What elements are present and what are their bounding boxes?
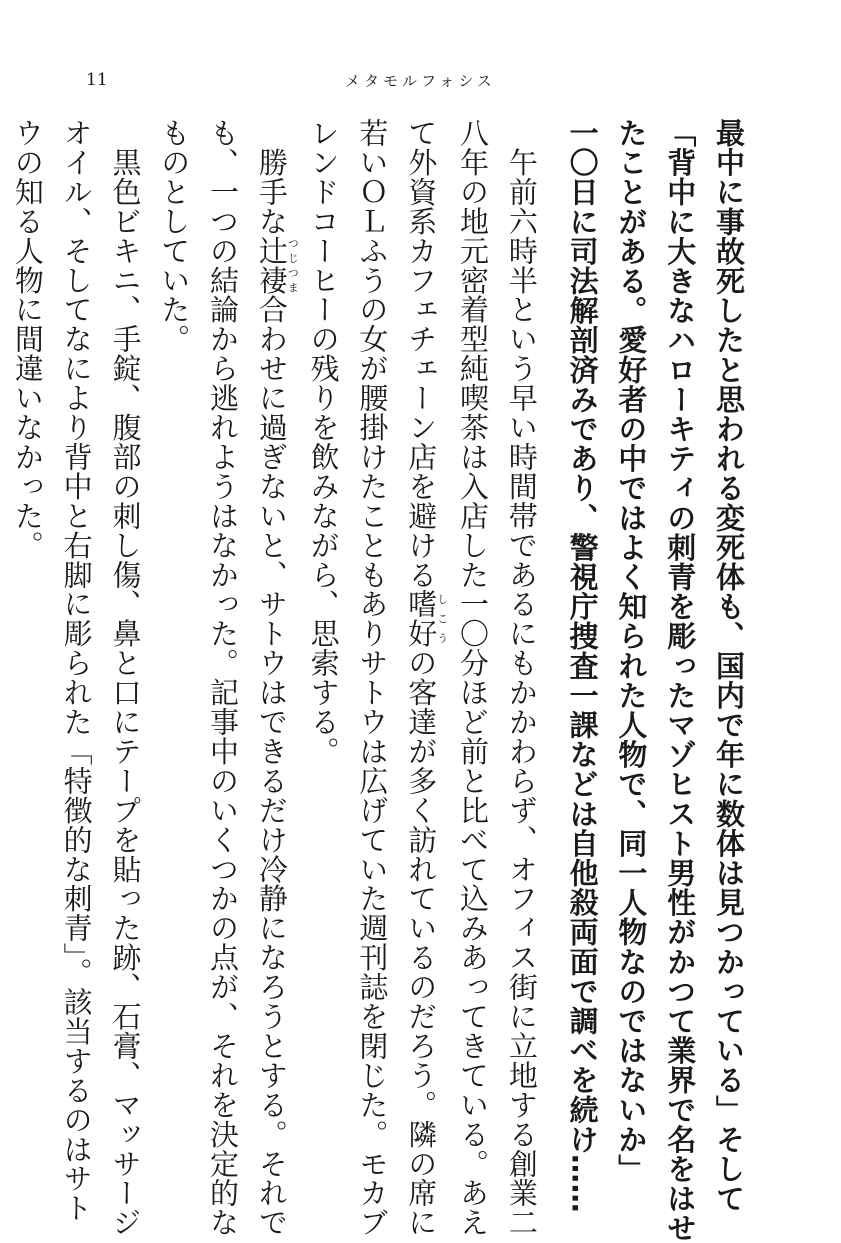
text-line: オイル、そしてなにより背中と右脚に彫られた「特徴的な刺青」。該当するのはサト (59, 118, 94, 1223)
text-line: 最中に事故死したと思われる変死体も、国内で年に数体は見つかっている」そして (712, 118, 746, 1214)
text-line: ウの知る人物に間違いなかった。 (10, 118, 45, 560)
text-line: も、一つの結論から逃れようはなかった。記事中のいくつかの点が、それを決定的な (206, 118, 241, 1238)
text-line: ものとしていた。 (157, 118, 192, 354)
quoted-article-excerpt (558, 118, 753, 1243)
text-line: 八年の地元密着型純喫茶は入店した一〇分ほど前と比べて込みあってきている。あえ (456, 118, 491, 1238)
text-line: 午前六時半という早い時間帯であるにもかかわらず、オフィス街に立地する創業二 (504, 147, 539, 1238)
text-line: たことがある。愛好者の中ではよく知られた人物で、同一人物なのではないか」 (614, 118, 649, 1184)
text-line: 黒色ビキニ、手錠、腹部の刺し傷、鼻と口にテープを貼った跡、石膏、マッサージ (108, 147, 143, 1238)
text-line: て外資系カフェチェーン店を避ける嗜好しこうの客達が多く訪れているのだろう。隣の席に (404, 118, 449, 1238)
body-text (3, 118, 753, 1243)
ruby-annotation: 嗜好しこう (404, 589, 449, 649)
running-title: メタモルフォシス (345, 72, 496, 90)
text-line: レンドコーヒーの残りを飲みながら、思索する。 (306, 118, 341, 766)
text-line: 勝手な辻褄つじつま合わせに過ぎないと、サトウはできるだけ冷静になろうとする。それで (254, 147, 300, 1238)
text-line: 一〇日に司法解剖済みであり、警視庁捜査一課などは自他殺両面で調べを続け…… (565, 118, 600, 1214)
page-number: 11 (86, 70, 108, 90)
text-line: 若いＯＬふうの女が腰掛けたこともありサトウは広げていた週刊誌を閉じた。モカブ (355, 118, 390, 1238)
ruby-annotation: 辻褄つじつま (254, 235, 300, 295)
paragraph (3, 118, 149, 1238)
paragraph-gap (546, 118, 558, 1123)
paragraph (299, 118, 546, 1238)
paragraph (149, 118, 300, 1238)
text-line: 「背中に大きなハローキティの刺青を彫ったマゾヒスト男性がかつて業界で名をはせ (663, 118, 698, 1243)
